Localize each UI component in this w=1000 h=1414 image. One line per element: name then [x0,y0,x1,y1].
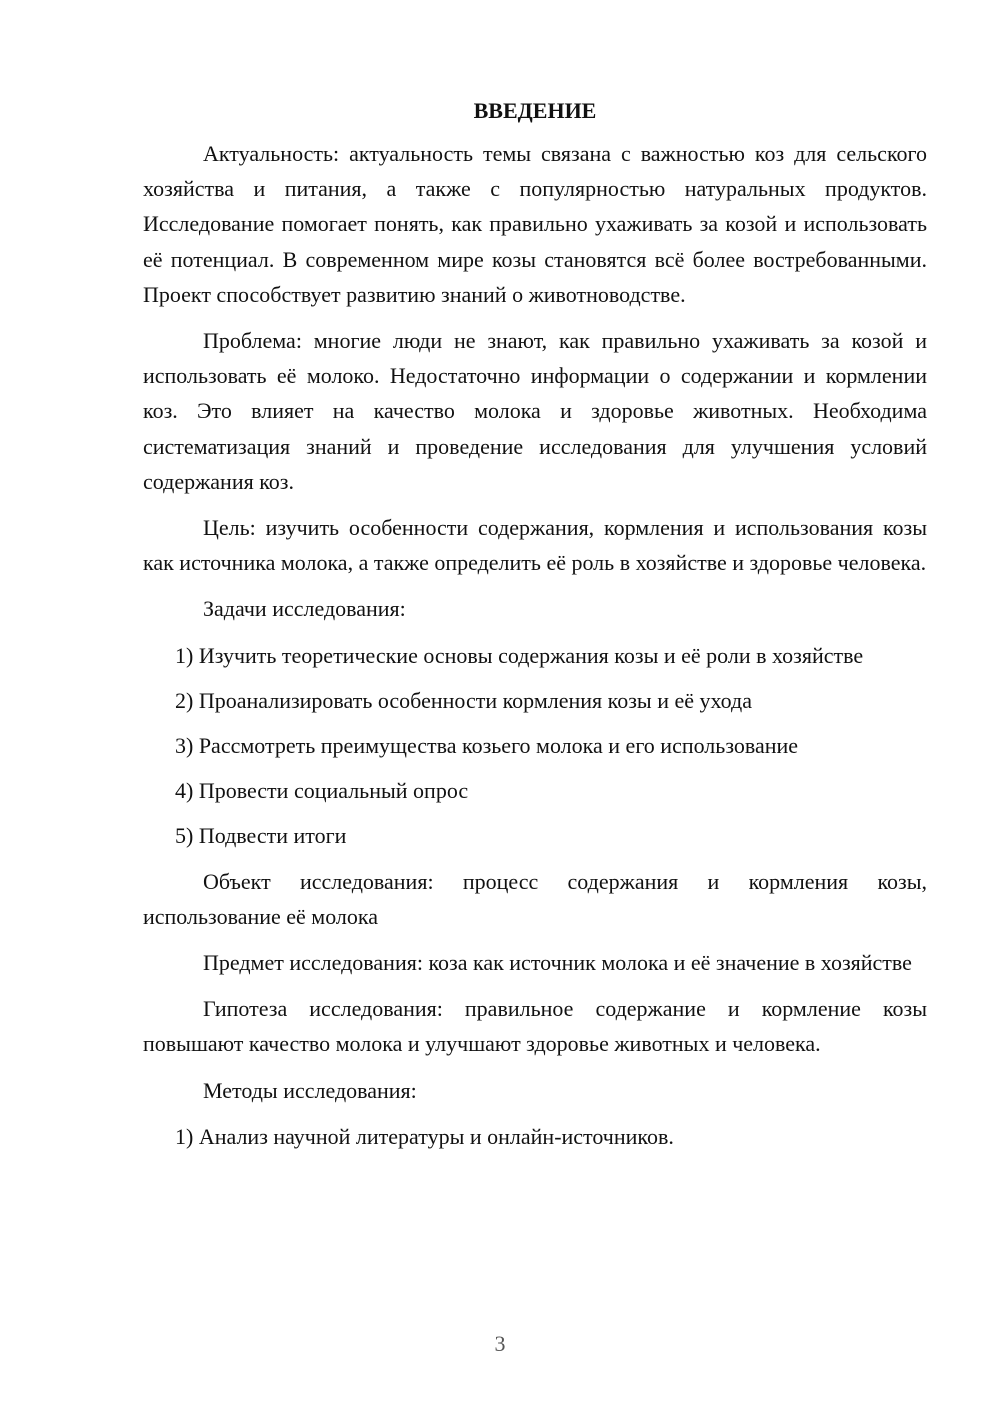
object-paragraph: Объект исследования: процесс содержания и кормления козы, использование её молока [143,868,927,929]
tasks-heading: Задачи исследования: [203,596,406,622]
method-item-1: 1) Анализ научной литературы и онлайн-источников. [175,1123,674,1149]
task-item-4: 4) Провести социальный опрос [175,778,469,804]
problem-paragraph: Проблема: многие люди не знают, как правильно ухаживать за козой и использовать её молоко. Недостаточно информации о содержании и кормлении коз. Это влияет на качество молока и здоровье животных. Необходима систематизация знаний и проведение исследования для улучшения условий содержания коз. [143,328,927,494]
task-item-1: 1) Изучить теоретические основы содержания козы и её роли в хозяйстве [175,642,864,668]
relevance-paragraph: Актуальность: актуальность темы связана с важностью коз для сельского хозяйства и питания, а также с популярностью натуральных продуктов. Исследование помогает понять, как правильно ухаживать за козой и использовать её потенциал. В современном мире козы становятся всё более востребованными. Проект способствует развитию знаний о животноводстве. [143,141,927,307]
page-number: 3 [494,1331,506,1356]
task-item-5: 5) Подвести итоги [175,823,347,849]
task-item-2: 2) Проанализировать особенности кормления козы и её ухода [175,687,752,713]
hypothesis-paragraph: Гипотеза исследования: правильное содержание и кормление козы повышают качество молока и улучшают здоровье животных и человека. [143,996,927,1057]
subject-paragraph: Предмет исследования: коза как источник молока и её значение в хозяйстве [203,950,912,976]
goal-paragraph: Цель: изучить особенности содержания, кормления и использования козы как источника молока, а также определить её роль в хозяйстве и здоровье человека. [143,515,927,576]
task-item-3: 3) Рассмотреть преимущества козьего молока и его использование [175,733,799,759]
page-title: ВВЕДЕНИЕ [473,98,597,123]
methods-heading: Методы исследования: [203,1077,417,1103]
page-content [143,96,927,1164]
